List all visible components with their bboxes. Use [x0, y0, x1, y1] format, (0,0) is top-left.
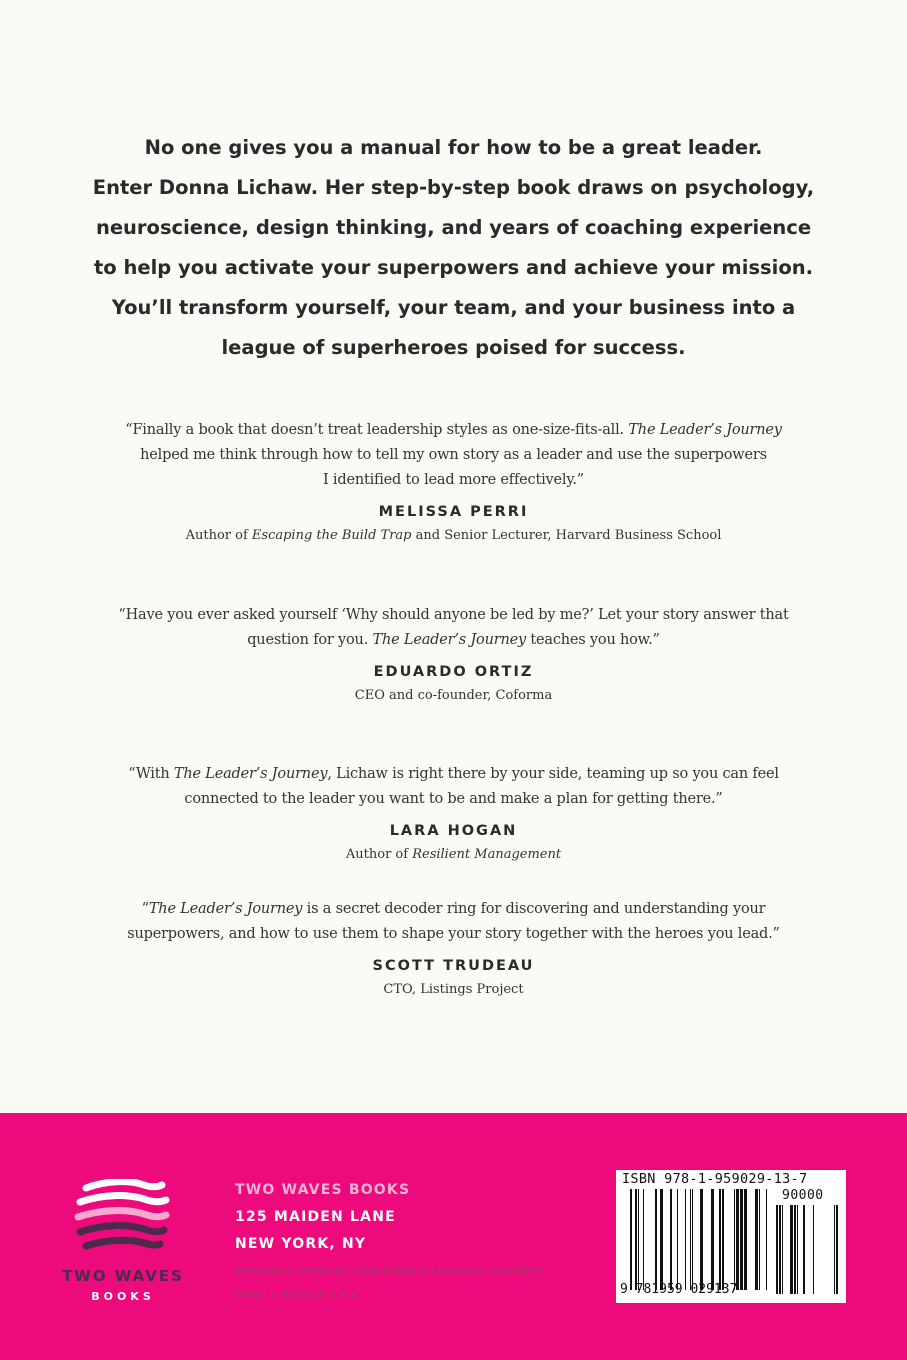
blurb-line: league of superheroes poised for success. — [221, 336, 686, 359]
endorser-role: Author of Resilient Management — [345, 847, 562, 862]
barcode-addon-label: 90000 — [782, 1188, 824, 1203]
endorsement-melissa-perri — [60, 418, 847, 549]
isbn-barcode — [616, 1170, 846, 1303]
two-waves-logo — [58, 1179, 188, 1307]
isbn-small: ISBN 1-959029-13-4 — [235, 1290, 359, 1301]
barcode-isbn-label: ISBN 978-1-959029-13-7 — [622, 1171, 808, 1187]
blurb-line: neuroscience, design thinking, and years of coaching experience — [95, 216, 812, 239]
endorser-name: SCOTT TRUDEAU — [372, 958, 535, 974]
endorser-name: LARA HOGAN — [389, 823, 518, 839]
endorser-name: EDUARDO ORTIZ — [373, 664, 534, 680]
blurb-line: You’ll transform yourself, your team, and your business into a — [111, 296, 796, 319]
quote-line: question for you. The Leader’s Journey teaches you how.” — [247, 632, 660, 648]
quote-line: helped me think through how to tell my own story as a leader and use the superpowers — [140, 447, 767, 463]
logo-wordmark: TWO WAVES — [62, 1267, 184, 1285]
blurb-line: Enter Donna Lichaw. Her step-by-step book draws on psychology, — [92, 176, 815, 199]
publisher-info — [235, 1177, 549, 1306]
barcode-digits: 9 781959 029137 — [620, 1282, 738, 1297]
book-url: ROSENFELDMEDIA.COM/BOOKS/LEADERS-JOURNEY/ — [235, 1266, 549, 1277]
quote-line: superpowers, and how to use them to shape your story together with the heroes you lead.” — [127, 926, 780, 942]
publisher-address-city: NEW YORK, NY — [235, 1236, 367, 1252]
quote-line: “With The Leader’s Journey, Lichaw is right there by your side, teaming up so you can feel — [128, 766, 779, 782]
endorser-role: Author of Escaping the Build Trap and Senior Lecturer, Harvard Business School — [185, 528, 722, 543]
quote-line: “The Leader’s Journey is a secret decoder ring for discovering and understanding your — [141, 901, 766, 917]
blurb-line: to help you activate your superpowers and achieve your mission. — [93, 256, 814, 279]
endorsement-lara-hogan — [60, 762, 847, 868]
logo-subword: BOOKS — [91, 1290, 155, 1303]
publisher-footer-band — [0, 1113, 907, 1360]
quote-line: “Have you ever asked yourself ‘Why should anyone be led by me?’ Let your story answer that — [118, 607, 789, 623]
waves-logo-icon — [58, 1179, 188, 1259]
endorsement-scott-trudeau — [60, 897, 847, 1003]
blurb-line: No one gives you a manual for how to be a great leader. — [144, 136, 763, 159]
quote-line: I identified to lead more effectively.” — [322, 472, 585, 488]
endorser-role: CTO, Listings Project — [383, 982, 524, 997]
quote-line: connected to the leader you want to be and make a plan for getting there.” — [184, 791, 723, 807]
endorsement-eduardo-ortiz — [60, 603, 847, 709]
endorser-name: MELISSA PERRI — [378, 504, 529, 520]
publisher-address-street: 125 MAIDEN LANE — [235, 1209, 396, 1225]
quote-line: “Finally a book that doesn’t treat leadership styles as one-size-fits-all. The Leader’s Journey — [125, 422, 782, 438]
back-cover-blurb — [60, 128, 847, 368]
publisher-name: TWO WAVES BOOKS — [235, 1182, 411, 1198]
endorser-role: CEO and co-founder, Coforma — [354, 688, 553, 703]
